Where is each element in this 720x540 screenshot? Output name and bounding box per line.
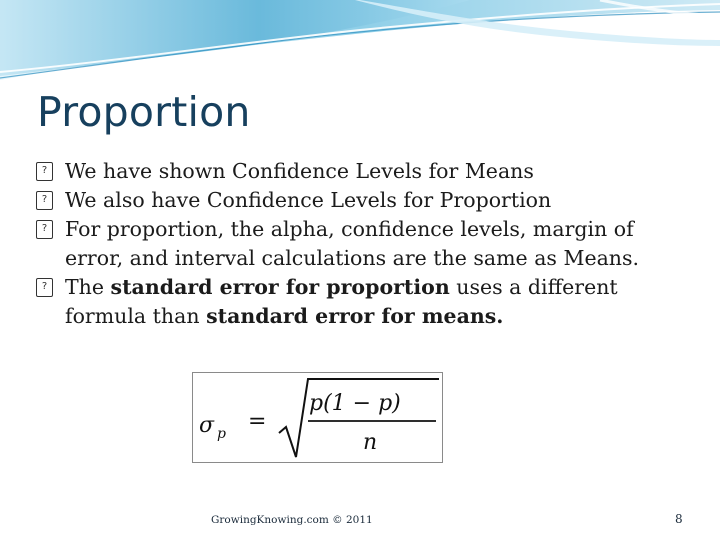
bullet-text: We have shown Confidence Levels for Means — [65, 159, 534, 183]
square-bullet-icon: ? — [36, 220, 53, 239]
page-number: 8 — [675, 512, 683, 526]
formula-subscript: p — [217, 426, 226, 442]
bullet-text-part: uses a different formula than — [65, 275, 618, 328]
bullet-item — [36, 215, 696, 273]
footer-copyright: GrowingKnowing.com © 2011 — [211, 514, 373, 526]
formula-equals: = — [248, 409, 267, 434]
header-wave-banner — [0, 0, 720, 95]
formula-sigma: σ — [199, 413, 215, 438]
formula-numerator: p(1 − p) — [309, 391, 401, 416]
bullet-item — [36, 186, 696, 215]
bullet-text: For proportion, the alpha, confidence levels, margin of error, and interval calculations are the same as Means. — [65, 217, 640, 270]
square-bullet-icon: ? — [36, 191, 53, 210]
standard-error-formula — [192, 372, 443, 463]
bullet-list — [36, 157, 696, 331]
square-bullet-icon: ? — [36, 162, 53, 181]
bullet-text-part: The — [65, 275, 111, 299]
bullet-item — [36, 157, 696, 186]
formula-denominator: n — [363, 430, 378, 455]
square-bullet-icon: ? — [36, 278, 53, 297]
bullet-bold-text: standard error for means. — [206, 304, 504, 328]
bullet-item — [36, 273, 696, 331]
slide-title: Proportion — [37, 88, 251, 136]
formula-graphic — [193, 373, 442, 462]
bullet-bold-text: standard error for proportion — [110, 275, 450, 299]
bullet-text: We also have Confidence Levels for Proportion — [65, 188, 552, 212]
